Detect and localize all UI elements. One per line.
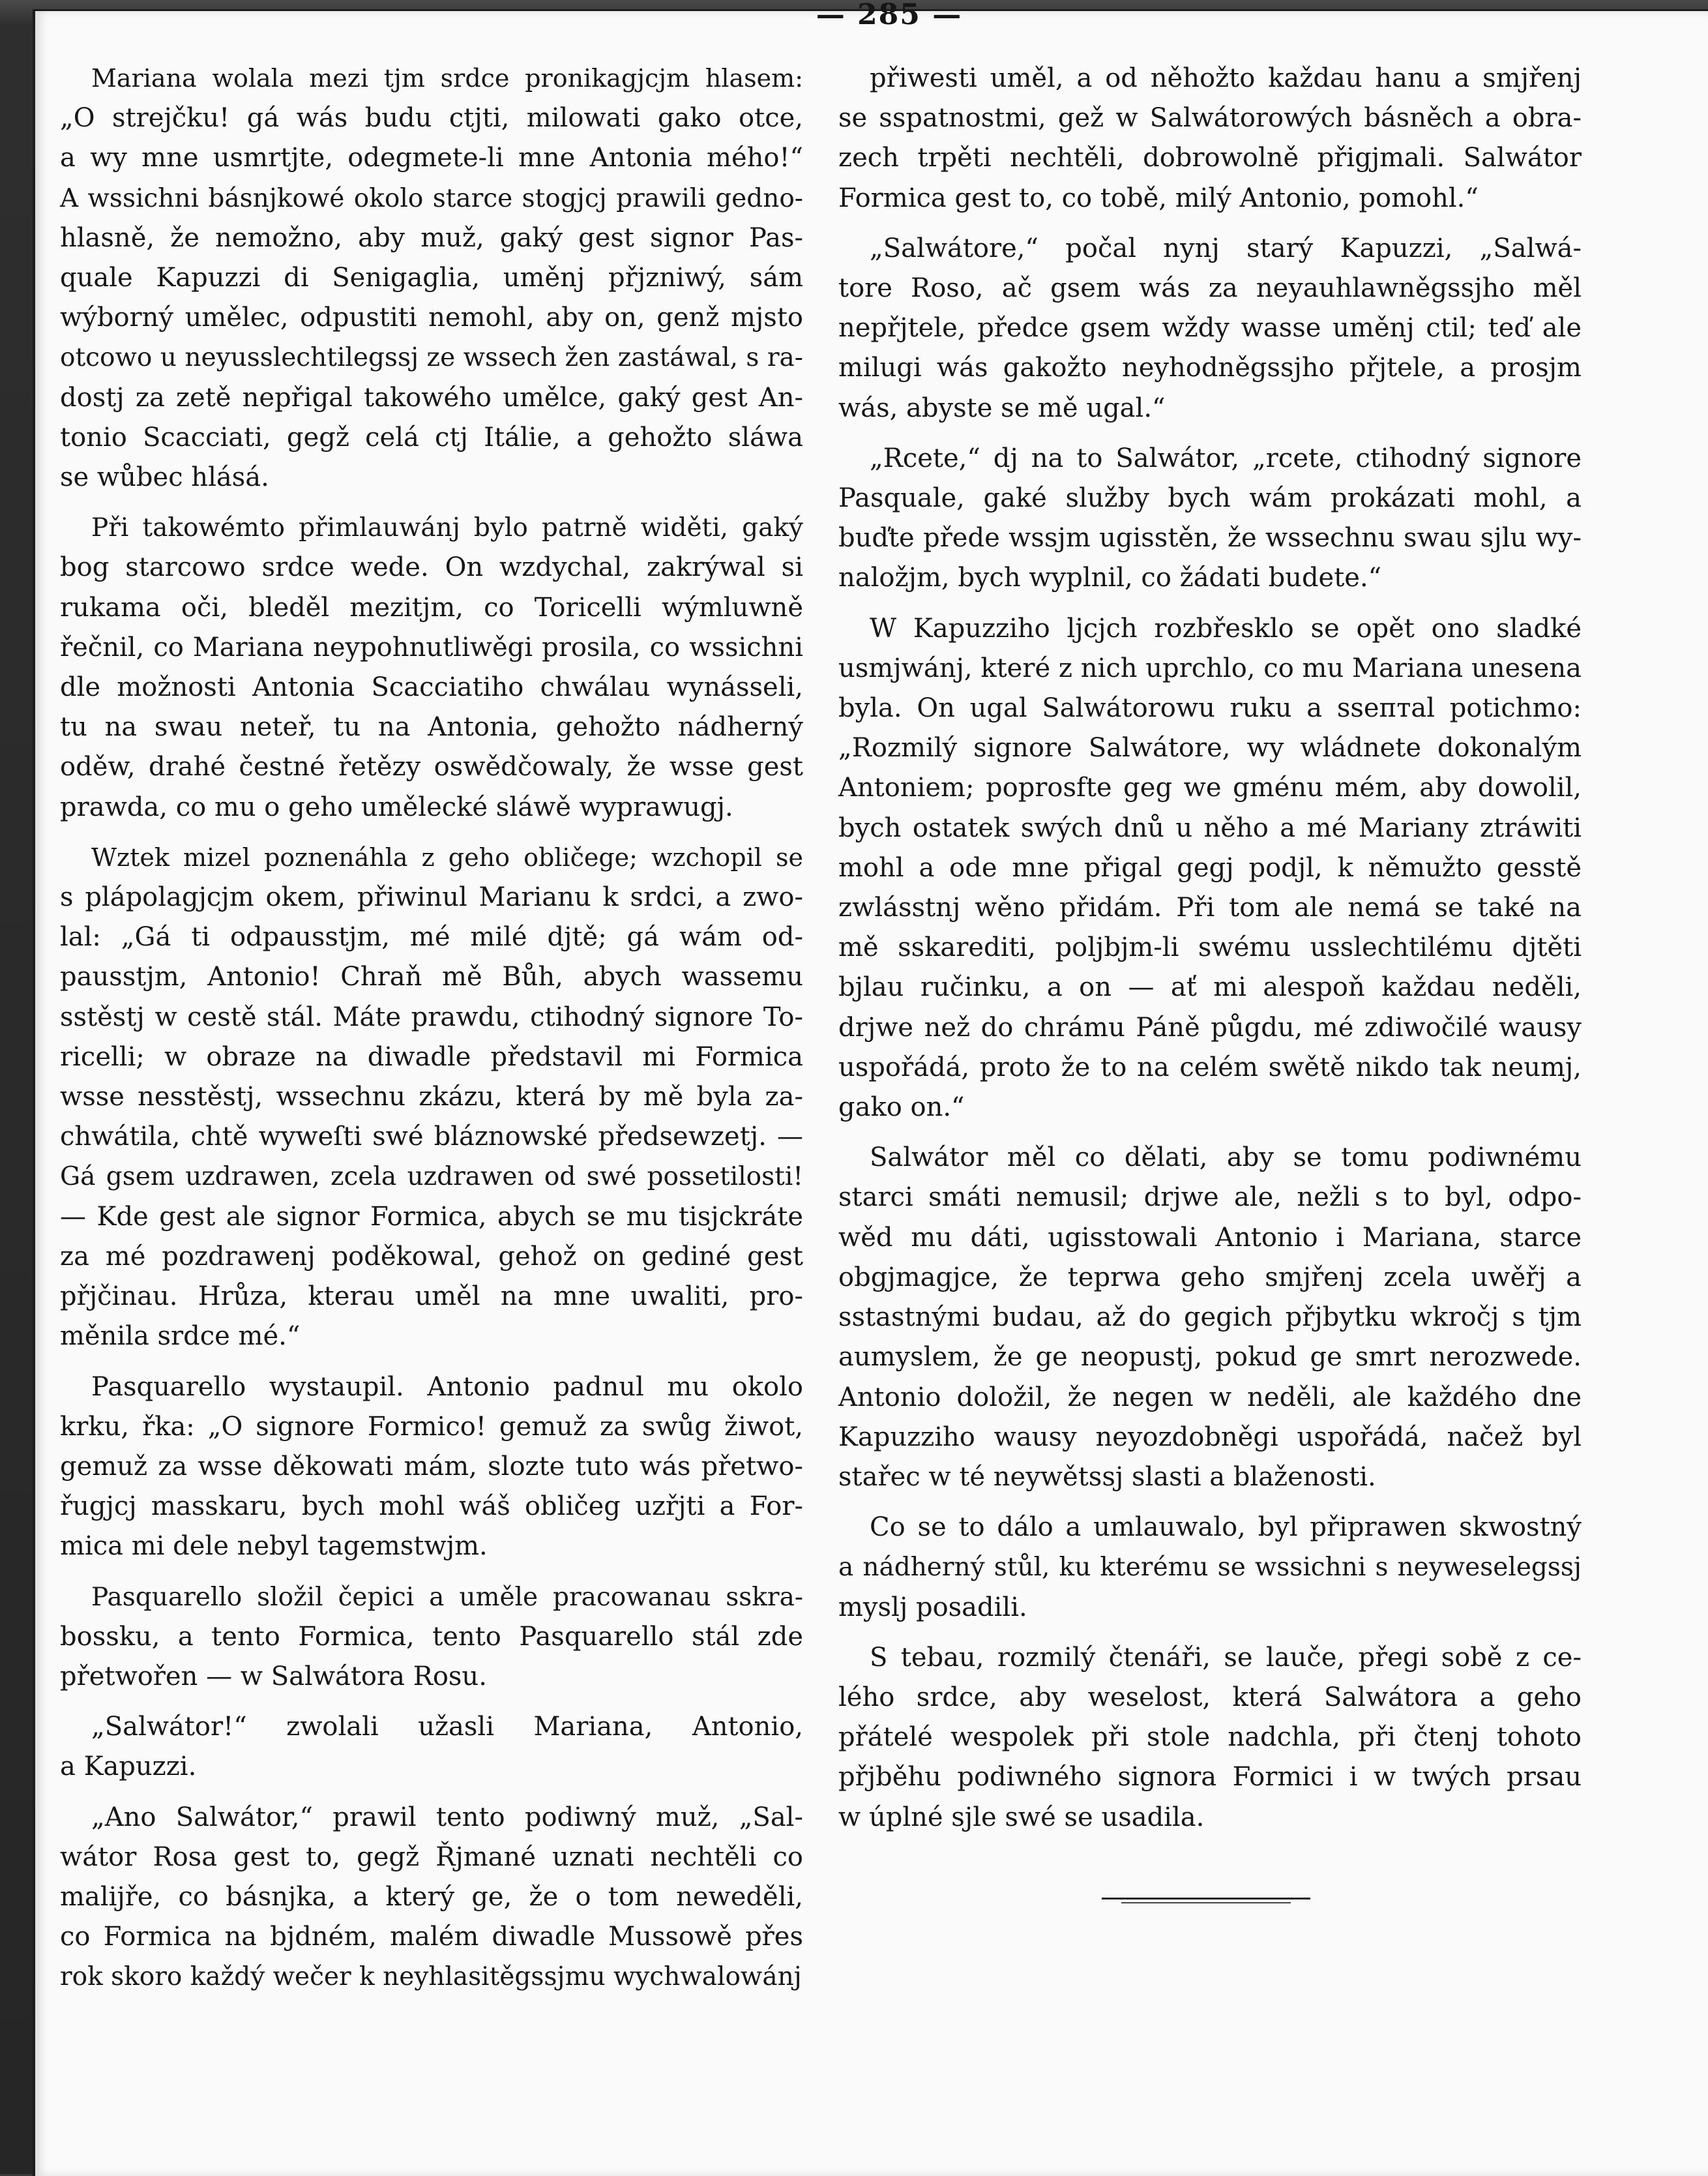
text-line: a nádherný stůl, ku kterému se wssichni s neyweselegssj: [838, 1553, 1582, 1583]
paragraph: [838, 229, 1582, 428]
text-line: malijře, co básnjka, a který ge, že o tom neweděli,: [60, 1881, 803, 1912]
text-line: drjwe než do chrámu Páně půgdu, mé zdiwočilé wausy: [838, 1012, 1582, 1043]
text-line: přetwořen — w Salwátora Rosu.: [60, 1661, 487, 1692]
text-line: Co se to dálo a umlauwalo, byl připrawen skwostný: [870, 1512, 1582, 1543]
text-line: Při takowémto přimlauwánj bylo patrně widěti, gaký: [91, 513, 803, 543]
text-line: oděw, drahé čestné řetězy oswědčowaly, že wsse gest: [60, 752, 803, 782]
text-line: aumyslem, že ge neopustj, pokud ge smrt nerozwede.: [838, 1342, 1582, 1373]
text-line: Kapuzziho wausy neyozdobněgi uspořádá, načež byl: [838, 1422, 1582, 1452]
text-line: wátor Rosa gest to, gegž Řjmané uznati nechtěli co: [60, 1841, 803, 1872]
text-line: Salwátor měl co dělati, aby se tomu podiwnému: [870, 1142, 1582, 1173]
text-line: „Rcete,“ dj na to Salwátor, „rcete, ctihodný signore: [870, 443, 1582, 473]
text-line: otcowo u neyusslechtilegssj ze wssech žen zastáwal, s ra-: [60, 343, 803, 373]
paragraph: [60, 1707, 803, 1787]
paragraph: [60, 59, 803, 498]
paragraph: [838, 609, 1582, 1128]
text-line: Pasquarello složil čepici a uměle pracowanau sskra-: [91, 1582, 803, 1612]
text-line: Gá gsem uzdrawen, zcela uzdrawen od swé possetilosti!: [60, 1162, 803, 1192]
text-line: „Salwátore,“ počal nynj starý Kapuzzi, „Salwá-: [870, 233, 1582, 263]
text-line: Pasquarello wystaupil. Antonio padnul mu okolo: [91, 1371, 803, 1402]
paragraph: [838, 1508, 1582, 1628]
text-line: tu na swau neteř, tu na Antonia, gehožto nádherný: [60, 712, 803, 743]
paragraph: [60, 1577, 803, 1697]
text-line: wsse nesstěstj, wssechnu zkázu, která by mě byla za-: [60, 1082, 803, 1112]
text-line: chwátila, chtě wyweſti swé bláznowské předsewzetj. —: [60, 1122, 803, 1152]
text-line: řugjcj masskaru, bych mohl wáš obličeg uzřjti a For-: [60, 1491, 803, 1522]
text-line: „Salwátor!“ zwolali užasli Mariana, Antonio,: [91, 1712, 803, 1742]
text-line: myslj posadili.: [838, 1592, 1027, 1622]
paragraph: [838, 1138, 1582, 1497]
text-line: mě sskarediti, poljbjm-li swému usslechtilému djtěti: [838, 932, 1582, 963]
text-line: hlasně, že nemožno, aby muž, gaký gest signor Pas-: [60, 222, 803, 253]
text-line: wěd mu dáti, ugisstowali Antonio i Mariana, starce: [838, 1222, 1582, 1253]
page-number: — 285 —: [816, 2, 963, 28]
text-line: mica mi dele nebyl tagemstwjm.: [60, 1531, 488, 1562]
text-line: nepřjtele, předce gsem wždy wasse uměnj ctil; teď ale: [838, 313, 1582, 344]
text-line: lého srdce, aby weselost, která Salwátora a geho: [838, 1682, 1582, 1712]
text-line: tore Roso, ač gsem wás za neyauhlawněgssjho měl: [838, 273, 1582, 304]
text-line: pausstjm, Antonio! Chraň mě Bůh, abych wassemu: [60, 962, 803, 992]
text-line: naložjm, bych wyplnil, co žádati budete.“: [838, 563, 1382, 593]
text-line: tonio Scacciati, gegž celá ctj Itálie, a gehožto sláwa: [60, 422, 803, 453]
text-line: gako on.“: [838, 1092, 965, 1123]
paragraph: [60, 838, 803, 1357]
text-line: gemuž za wsse děkowati mám, slozte tuto wás přetwo-: [60, 1451, 803, 1482]
text-line: w úplné sjle swé se usadila.: [838, 1802, 1205, 1832]
text-line: bossku, a tento Formica, tento Pasquarello stál zde: [60, 1621, 803, 1652]
text-line: sstastnými budau, až do gegich přjbytku wkročj s tjm: [838, 1302, 1582, 1333]
text-line: bog starcowo srdce wede. On wzdychal, zakrýwal si: [60, 552, 803, 583]
text-line: a Kapuzzi.: [60, 1751, 197, 1782]
end-rule-bottom: [1121, 1902, 1291, 1903]
text-line: Pasquale, gaké služby bych wám prokázati mohl, a: [838, 483, 1582, 514]
text-line: se wůbec hlásá.: [60, 462, 269, 493]
text-line: zwlásstnj wěno přidám. Při tom ale nemá se také na: [838, 893, 1582, 923]
text-line: W Kapuzziho ljcjch rozbřesklo se opět ono sladké: [870, 613, 1582, 644]
text-line: „Rozmilý signore Salwátore, wy wládnete dokonalým: [838, 733, 1582, 764]
text-line: buďte přede wssjm ugisstěn, že wssechnu swau sjlu wy-: [838, 523, 1582, 554]
left-column: [60, 59, 803, 2008]
text-line: co Formica na bjdném, malém diwadle Mussowě přes: [60, 1922, 803, 1952]
text-line: dle možnosti Antonia Scacciatiho chwálau wynásseli,: [60, 672, 803, 703]
text-line: usmjwánj, které z nich uprchlo, co mu Mariana unesena: [838, 653, 1582, 683]
text-line: rok skoro každý wečer k neyhlasitěgssjmu wychwalowánj: [60, 1962, 802, 1992]
text-line: starci smáti nemusil; drjwe ale, nežli s to byl, odpo-: [838, 1182, 1582, 1213]
text-line: byla. On ugal Salwátorowu ruku a ssептal potichmo:: [838, 693, 1582, 724]
text-line: sstěstj w cestě stál. Máte prawdu, ctihodný signore To-: [60, 1002, 803, 1032]
text-line: — Kde gest ale signor Formica, abych se mu tisjckráte: [60, 1201, 803, 1232]
text-line: Formica gest to, co tobě, milý Antonio, pomohl.“: [838, 183, 1479, 213]
text-line: Antonio doložil, že negen w neděli, ale každého dne: [838, 1382, 1582, 1412]
text-line: zech trpěti nechtěli, dobrowolně přigjmali. Salwátor: [838, 143, 1582, 173]
text-line: a wy mne usmrtjte, odegmete-li mne Antonia mého!“: [60, 143, 803, 173]
end-ornament: [1102, 1896, 1310, 1905]
text-line: wýborný umělec, odpustiti nemohl, aby on, genž mjsto: [60, 303, 803, 333]
text-line: quale Kapuzzi di Senigaglia, uměnj přjzniwý, sám: [60, 263, 803, 293]
text-line: prawda, co mu o geho umělecké sláwě wyprawugj.: [60, 792, 733, 822]
paragraph: [838, 439, 1582, 599]
text-line: „Ano Salwátor,“ prawil tento podiwný muž, „Sal-: [91, 1802, 803, 1832]
paragraph: [838, 1638, 1582, 1838]
right-column: [838, 59, 1582, 1848]
text-line: milugi wás gakožto neyhodněgssjho přjtele, a prosjm: [838, 353, 1582, 383]
text-line: bych ostatek swých dnů u něho a mé Mariany ztráwiti: [838, 812, 1582, 843]
text-line: s plápolagjcjm okem, přiwinul Marianu k srdci, a zwo-: [60, 882, 803, 913]
text-line: přiwesti uměl, a od něhožto každau hanu a smjřenj: [870, 63, 1582, 93]
paragraph: [838, 59, 1582, 218]
text-line: přjběhu podiwného signora Formici i w twých prsau: [838, 1762, 1582, 1793]
text-line: Wztek mizel poznenáhla z geho obličege; wzchopil se: [91, 842, 803, 872]
text-line: za mé pozdrawenj poděkowal, gehož on gediné gest: [60, 1241, 803, 1272]
end-rule-top: [1102, 1898, 1310, 1900]
text-line: rukama oči, bleděl mezitjm, co Toricelli wýmluwně: [60, 592, 803, 623]
text-line: krku, řka: „O signore Formico! gemuž za swůg žiwot,: [60, 1411, 803, 1442]
text-line: Mariana wolala mezi tjm srdce pronikagjcjm hlasem:: [91, 64, 803, 93]
text-line: uspořádá, proto že to na celém swětě nikdo tak neumj,: [838, 1052, 1582, 1082]
text-line: Antoniem; poprosfte geg we gménu mém, aby dowolil,: [838, 773, 1582, 803]
text-line: A wssichni básnjkowé okolo starce stogjcj prawili gedno-: [60, 183, 803, 213]
text-line: ricelli; w obraze na diwadle představil mi Formica: [60, 1041, 803, 1072]
text-line: lal: „Gá ti odpausstjm, mé milé djtě; gá wám od-: [60, 922, 803, 953]
text-line: obgjmagjce, že teprwa geho smjřenj zcela uwěřj a: [838, 1262, 1582, 1292]
text-line: přátelé wespolek při stole nadchla, při čtenj tohoto: [838, 1722, 1582, 1753]
paragraph: [60, 1798, 803, 1997]
paragraph: [60, 1367, 803, 1567]
text-line: „O strejčku! gá wás budu ctjti, milowati gako otce,: [60, 103, 803, 134]
text-line: S tebau, rozmilý čtenáři, se laučе, přegi sobě z ce-: [870, 1642, 1582, 1673]
text-line: stařec w té neywětssj slasti a blaženosti.: [838, 1461, 1376, 1492]
text-line: mohl a ode mne přigal gegj podjl, k němužto gesstě: [838, 852, 1582, 883]
text-line: dostj za zetě nepřigal takowého umělce, gaký gest An-: [60, 382, 803, 413]
text-line: řečnil, co Mariana neypohnutliwěgi prosila, co wssichni: [60, 632, 803, 663]
text-line: se sspatnostmi, gež w Salwátorowých básněch a obra-: [838, 103, 1582, 134]
text-line: měnila srdce mé.“: [60, 1321, 301, 1352]
paragraph: [60, 508, 803, 827]
text-line: přjčinau. Hrůza, kterau uměl na mne uwaliti, pro-: [60, 1281, 803, 1312]
text-line: wás, abyste se mě ugal.“: [838, 393, 1166, 423]
text-line: bjlau ručinku, a on — ať mi alespoň každau neděli,: [838, 972, 1582, 1003]
